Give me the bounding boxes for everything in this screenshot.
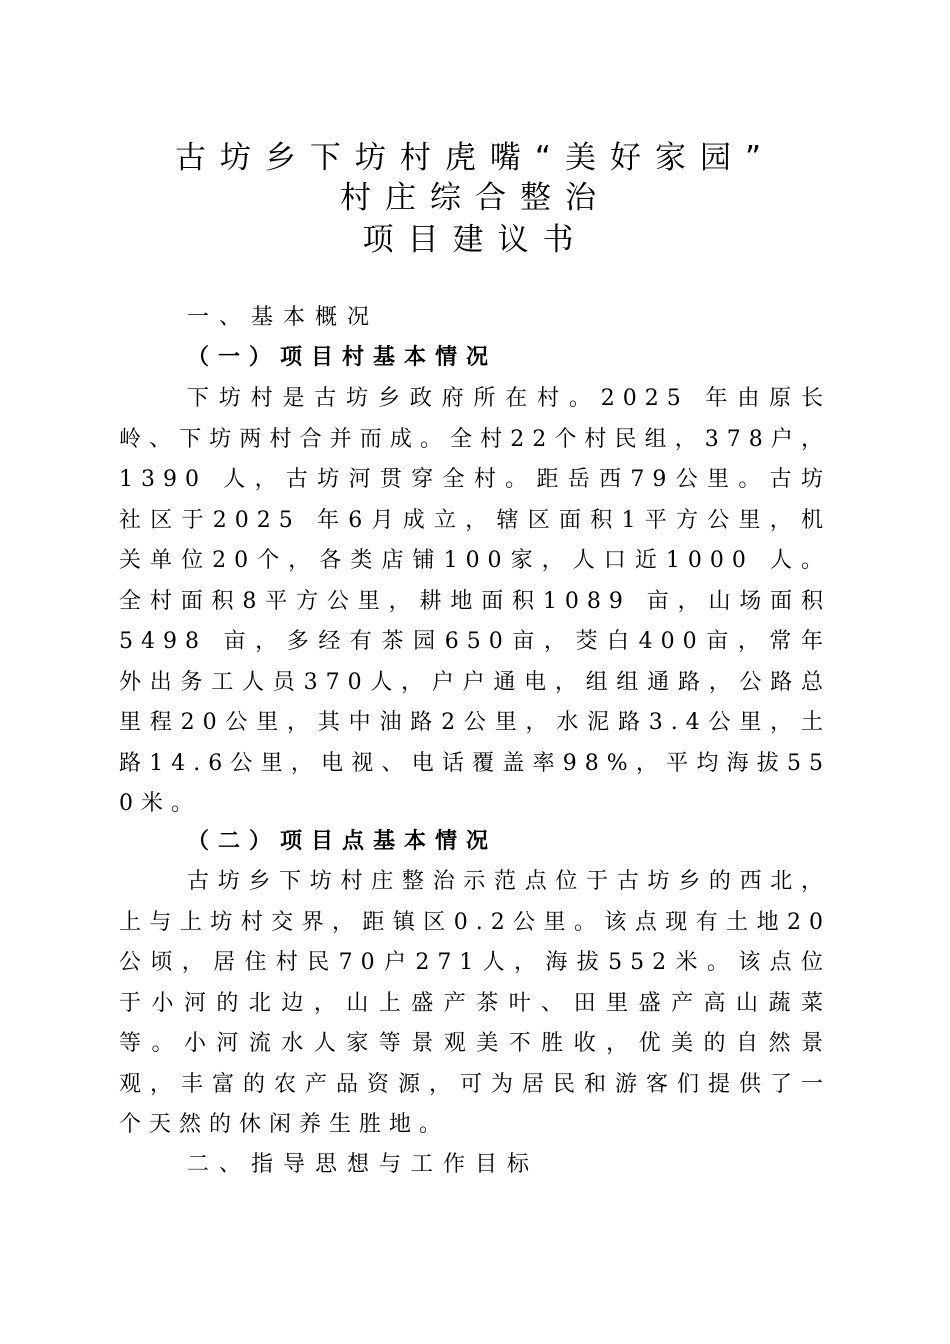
document-title-line-3: 项目建议书 [362, 222, 588, 258]
document-title-line-1: 古坊乡下坊村虎嘴“美好家园” [174, 140, 776, 176]
section-heading-guiding-ideology: 二、指导思想与工作目标 [187, 1152, 540, 1177]
paragraph-village-overview: 下坊村是古坊乡政府所在村。2025 年由原长岭、下坊两村合并而成。全村22个村民组，378户，1390 人，古坊河贯穿全村。距岳西79公里。古坊社区于2025 年6月成立，辖区面积1平方公里，机关单位20个，各类店铺100家，人口近1000 人。全村面积8平方公里，耕地面积1089 亩，山场面积5498 亩，多经有茶园650亩，茭白400亩，常年外出务工人员370人，户户通电，组组通路，公路总里程20公里，其中油路2公里，水泥路3.4公里，土路14.6公里，电视、电话覆盖率98%，平均海拔550米。 [119, 386, 831, 816]
subheading-project-site-overview: （二）项目点基本情况 [187, 829, 498, 854]
paragraph-project-site-overview: 古坊乡下坊村庄整治示范点位于古坊乡的西北，上与上坊村交界，距镇区0.2公里。该点现有土地20公顷，居住村民70户271人，海拔552米。该点位于小河的北边，山上盛产茶叶、田里盛产高山蔬菜等。小河流水人家等景观美不胜收，优美的自然景观，丰富的农产品资源，可为居民和游客们提供了一个天然的休闲养生胜地。 [119, 869, 831, 1137]
subheading-village-overview: （一）项目村基本情况 [187, 345, 498, 370]
section-heading-basic-overview: 一、基本概况 [187, 305, 380, 330]
document-title-line-2: 村庄综合整治 [340, 180, 610, 216]
